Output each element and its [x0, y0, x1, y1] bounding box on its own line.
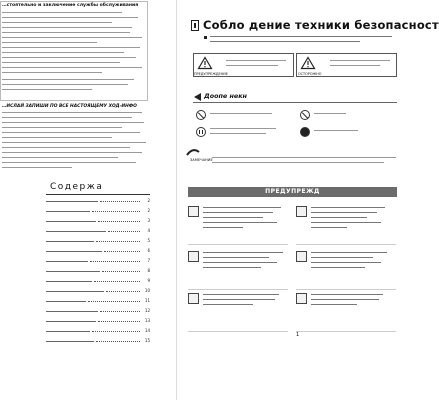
toc-entry-text	[46, 291, 104, 292]
arrow-icon	[193, 92, 203, 102]
toc-page-number: 2	[147, 198, 150, 203]
left-top-header: …стоятельно и заключение службы обслуживания	[2, 3, 139, 8]
toc-leader	[94, 281, 140, 282]
warning-item-text	[203, 252, 288, 286]
toc-entry-text	[46, 301, 86, 302]
warning-row-divider	[296, 331, 396, 332]
toc-page-number: 12	[144, 308, 150, 313]
toc-page-number: 14	[144, 328, 150, 333]
toc-row[interactable]	[46, 308, 150, 316]
toc-leader	[102, 271, 140, 272]
warning-banner-label	[188, 187, 397, 197]
contents-rule	[46, 194, 150, 195]
hand-icon	[300, 127, 310, 137]
toc-leader	[98, 321, 140, 322]
note-label: ЗАМЕЧАНИЕ	[190, 158, 213, 162]
toc-entry-text	[46, 331, 90, 332]
title-icon-inner	[194, 23, 196, 28]
page-number: 1	[296, 332, 300, 338]
toc-page-number: 13	[144, 318, 150, 323]
warning-marker	[188, 293, 199, 304]
toc-page-number: 8	[147, 268, 150, 273]
toc-page-number: 15	[144, 338, 150, 343]
warning-row-divider	[296, 244, 396, 245]
toc-entry-text	[46, 281, 92, 282]
toc-entry-text	[46, 271, 100, 272]
caution-label: ОСТОРОЖНО	[298, 72, 322, 76]
toc-row[interactable]	[46, 218, 150, 226]
toc-row[interactable]	[46, 248, 150, 256]
warning-item-text	[203, 294, 288, 328]
warning-marker	[296, 251, 307, 262]
triangle-caution-icon	[301, 57, 315, 69]
toc-leader	[98, 221, 140, 222]
toc-row[interactable]	[46, 318, 150, 326]
contents-title: Содержа	[50, 182, 104, 192]
toc-row[interactable]	[46, 198, 150, 206]
toc-leader	[96, 341, 140, 342]
warning-item-text	[311, 252, 396, 286]
triangle-warning-icon	[198, 57, 212, 69]
intro-text	[210, 35, 395, 47]
symbols-header: Доопе некн	[204, 92, 247, 100]
toc-page-number: 2	[147, 208, 150, 213]
warning-marker	[188, 251, 199, 262]
toc-leader	[106, 291, 140, 292]
left-mid-header: …ИСЛАЙ ЗАПИШИ ПО ВСЕ НАСТОЯЩЕМУ ХОД-ИНФО	[2, 104, 137, 109]
toc-row[interactable]	[46, 208, 150, 216]
toc-entry-text	[46, 311, 98, 312]
toc-leader	[90, 261, 140, 262]
toc-page-number: 3	[147, 218, 150, 223]
toc-page-number: 11	[144, 298, 150, 303]
intro-bullet	[204, 36, 207, 39]
warning-item-text	[311, 207, 396, 241]
banner-text: ПРЕДУПРЕЖД	[265, 188, 320, 195]
toc-entry-text	[46, 321, 96, 322]
toc-entry-text	[46, 251, 102, 252]
warning-marker	[296, 293, 307, 304]
plug-prongs	[199, 130, 203, 134]
toc-entry-text	[46, 341, 94, 342]
toc-row[interactable]	[46, 288, 150, 296]
warning-row-divider	[188, 244, 288, 245]
toc-entry-text	[46, 241, 94, 242]
warning-label: ПРЕДУПРЕЖДЕНИЕ	[194, 72, 228, 76]
toc-entry-text	[46, 211, 90, 212]
toc-entry-text	[46, 231, 106, 232]
toc-leader	[104, 251, 140, 252]
warning-text	[226, 60, 290, 72]
toc-row[interactable]	[46, 258, 150, 266]
toc-leader	[92, 211, 140, 212]
warning-row-divider	[188, 289, 288, 290]
toc-page-number: 7	[147, 258, 150, 263]
toc-page-number: 6	[147, 248, 150, 253]
page-title: Собло дение техники безопасност	[203, 18, 439, 32]
toc-row[interactable]	[46, 328, 150, 336]
note-icon	[186, 147, 200, 157]
warning-row-divider	[188, 331, 288, 332]
toc-entry-text	[46, 201, 98, 202]
toc-leader	[96, 241, 140, 242]
toc-entry-text	[46, 221, 96, 222]
warning-row-divider	[296, 289, 396, 290]
symbols-rule	[193, 102, 397, 103]
warning-marker	[296, 206, 307, 217]
toc-leader	[108, 231, 140, 232]
toc-row[interactable]	[46, 238, 150, 246]
warning-item-text	[203, 207, 288, 241]
toc-page-number: 10	[144, 288, 150, 293]
toc-leader	[100, 201, 140, 202]
toc-row[interactable]	[46, 278, 150, 286]
warning-item-text	[311, 294, 396, 328]
toc-row[interactable]	[46, 338, 150, 346]
toc-leader	[92, 331, 140, 332]
table-of-contents	[46, 198, 150, 348]
toc-leader	[100, 311, 140, 312]
toc-row[interactable]	[46, 228, 150, 236]
toc-page-number: 5	[147, 238, 150, 243]
toc-row[interactable]	[46, 268, 150, 276]
warning-marker	[188, 206, 199, 217]
toc-page-number: 9	[147, 278, 150, 283]
toc-page-number: 4	[147, 228, 150, 233]
caution-text	[330, 60, 394, 72]
page-divider	[176, 0, 177, 400]
toc-leader	[88, 301, 140, 302]
left-top-text	[2, 12, 146, 98]
toc-entry-text	[46, 261, 88, 262]
toc-row[interactable]	[46, 298, 150, 306]
left-mid-text	[2, 112, 148, 177]
